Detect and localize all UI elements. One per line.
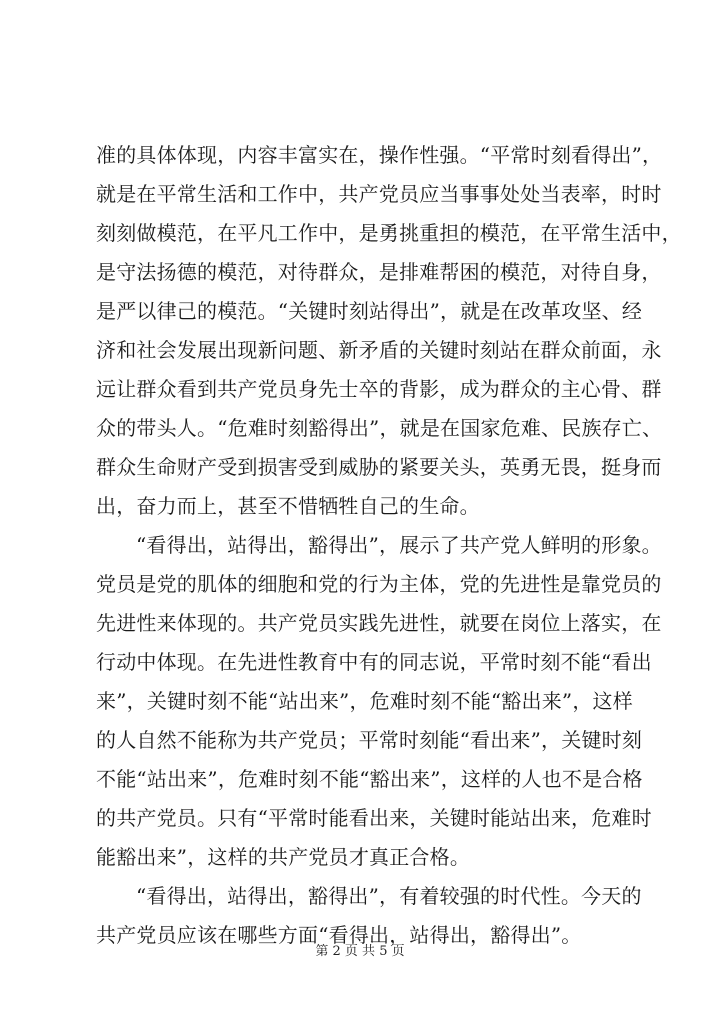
text-line: 出，奋力而上，甚至不惜牺牲自己的生命。	[96, 494, 480, 518]
text-line: 是严以律己的模范。“关键时刻站得出”，就是在改革攻坚、经	[96, 299, 643, 323]
text-line: 先进性来体现的。共产党员实践先进性，就要在岗位上落实，在	[96, 611, 662, 635]
text-line: 的共产党员。只有“平常时能看出来，关键时能站出来，危难时	[96, 806, 652, 830]
document-body	[96, 136, 682, 955]
text-line: 济和社会发展出现新问题、新矛盾的关键时刻站在群众前面，永	[96, 338, 662, 362]
paragraph-start-line: “看得出，站得出，豁得出”，有着较强的时代性。今天的	[136, 884, 642, 908]
text-line: 行动中体现。在先进性教育中有的同志说，平常时刻不能“看出	[96, 650, 652, 674]
text-line: 群众生命财产受到损害受到威胁的紧要关头，英勇无畏，挺身而	[96, 455, 662, 479]
text-line: 党员是党的肌体的细胞和党的行为主体，党的先进性是靠党员的	[96, 572, 662, 596]
text-line: 刻刻做模范，在平凡工作中，是勇挑重担的模范，在平常生活中，	[96, 221, 682, 245]
text-line: 准的具体体现，内容丰富实在，操作性强。“平常时刻看得出”，	[96, 143, 663, 167]
text-line: 众的带头人。“危难时刻豁得出”，就是在国家危难、民族存亡、	[96, 416, 663, 440]
text-line: 就是在平常生活和工作中，共产党员应当事事处处当表率，时时	[96, 182, 662, 206]
text-line: 不能“站出来”，危难时刻不能“豁出来”，这样的人也不是合格	[96, 767, 643, 791]
text-line: 远让群众看到共产党员身先士卒的背影，成为群众的主心骨、群	[96, 377, 662, 401]
paragraph-start-line: “看得出，站得出，豁得出”，展示了共产党人鲜明的形象。	[136, 533, 662, 557]
text-line: 是守法扬德的模范，对待群众，是排难帮困的模范，对待自身，	[96, 260, 662, 284]
page-number-footer: 第 2 页 共 5 页	[315, 944, 405, 959]
text-line: 的人自然不能称为共产党员；平常时刻能“看出来”，关键时刻	[96, 728, 643, 752]
text-line: 能豁出来”，这样的共产党员才真正合格。	[96, 845, 471, 869]
text-line: 来”，关键时刻不能“站出来”，危难时刻不能“豁出来”，这样	[96, 689, 633, 713]
text-line: 共产党员应该在哪些方面“看得出，站得出，豁得出”。	[96, 923, 582, 947]
